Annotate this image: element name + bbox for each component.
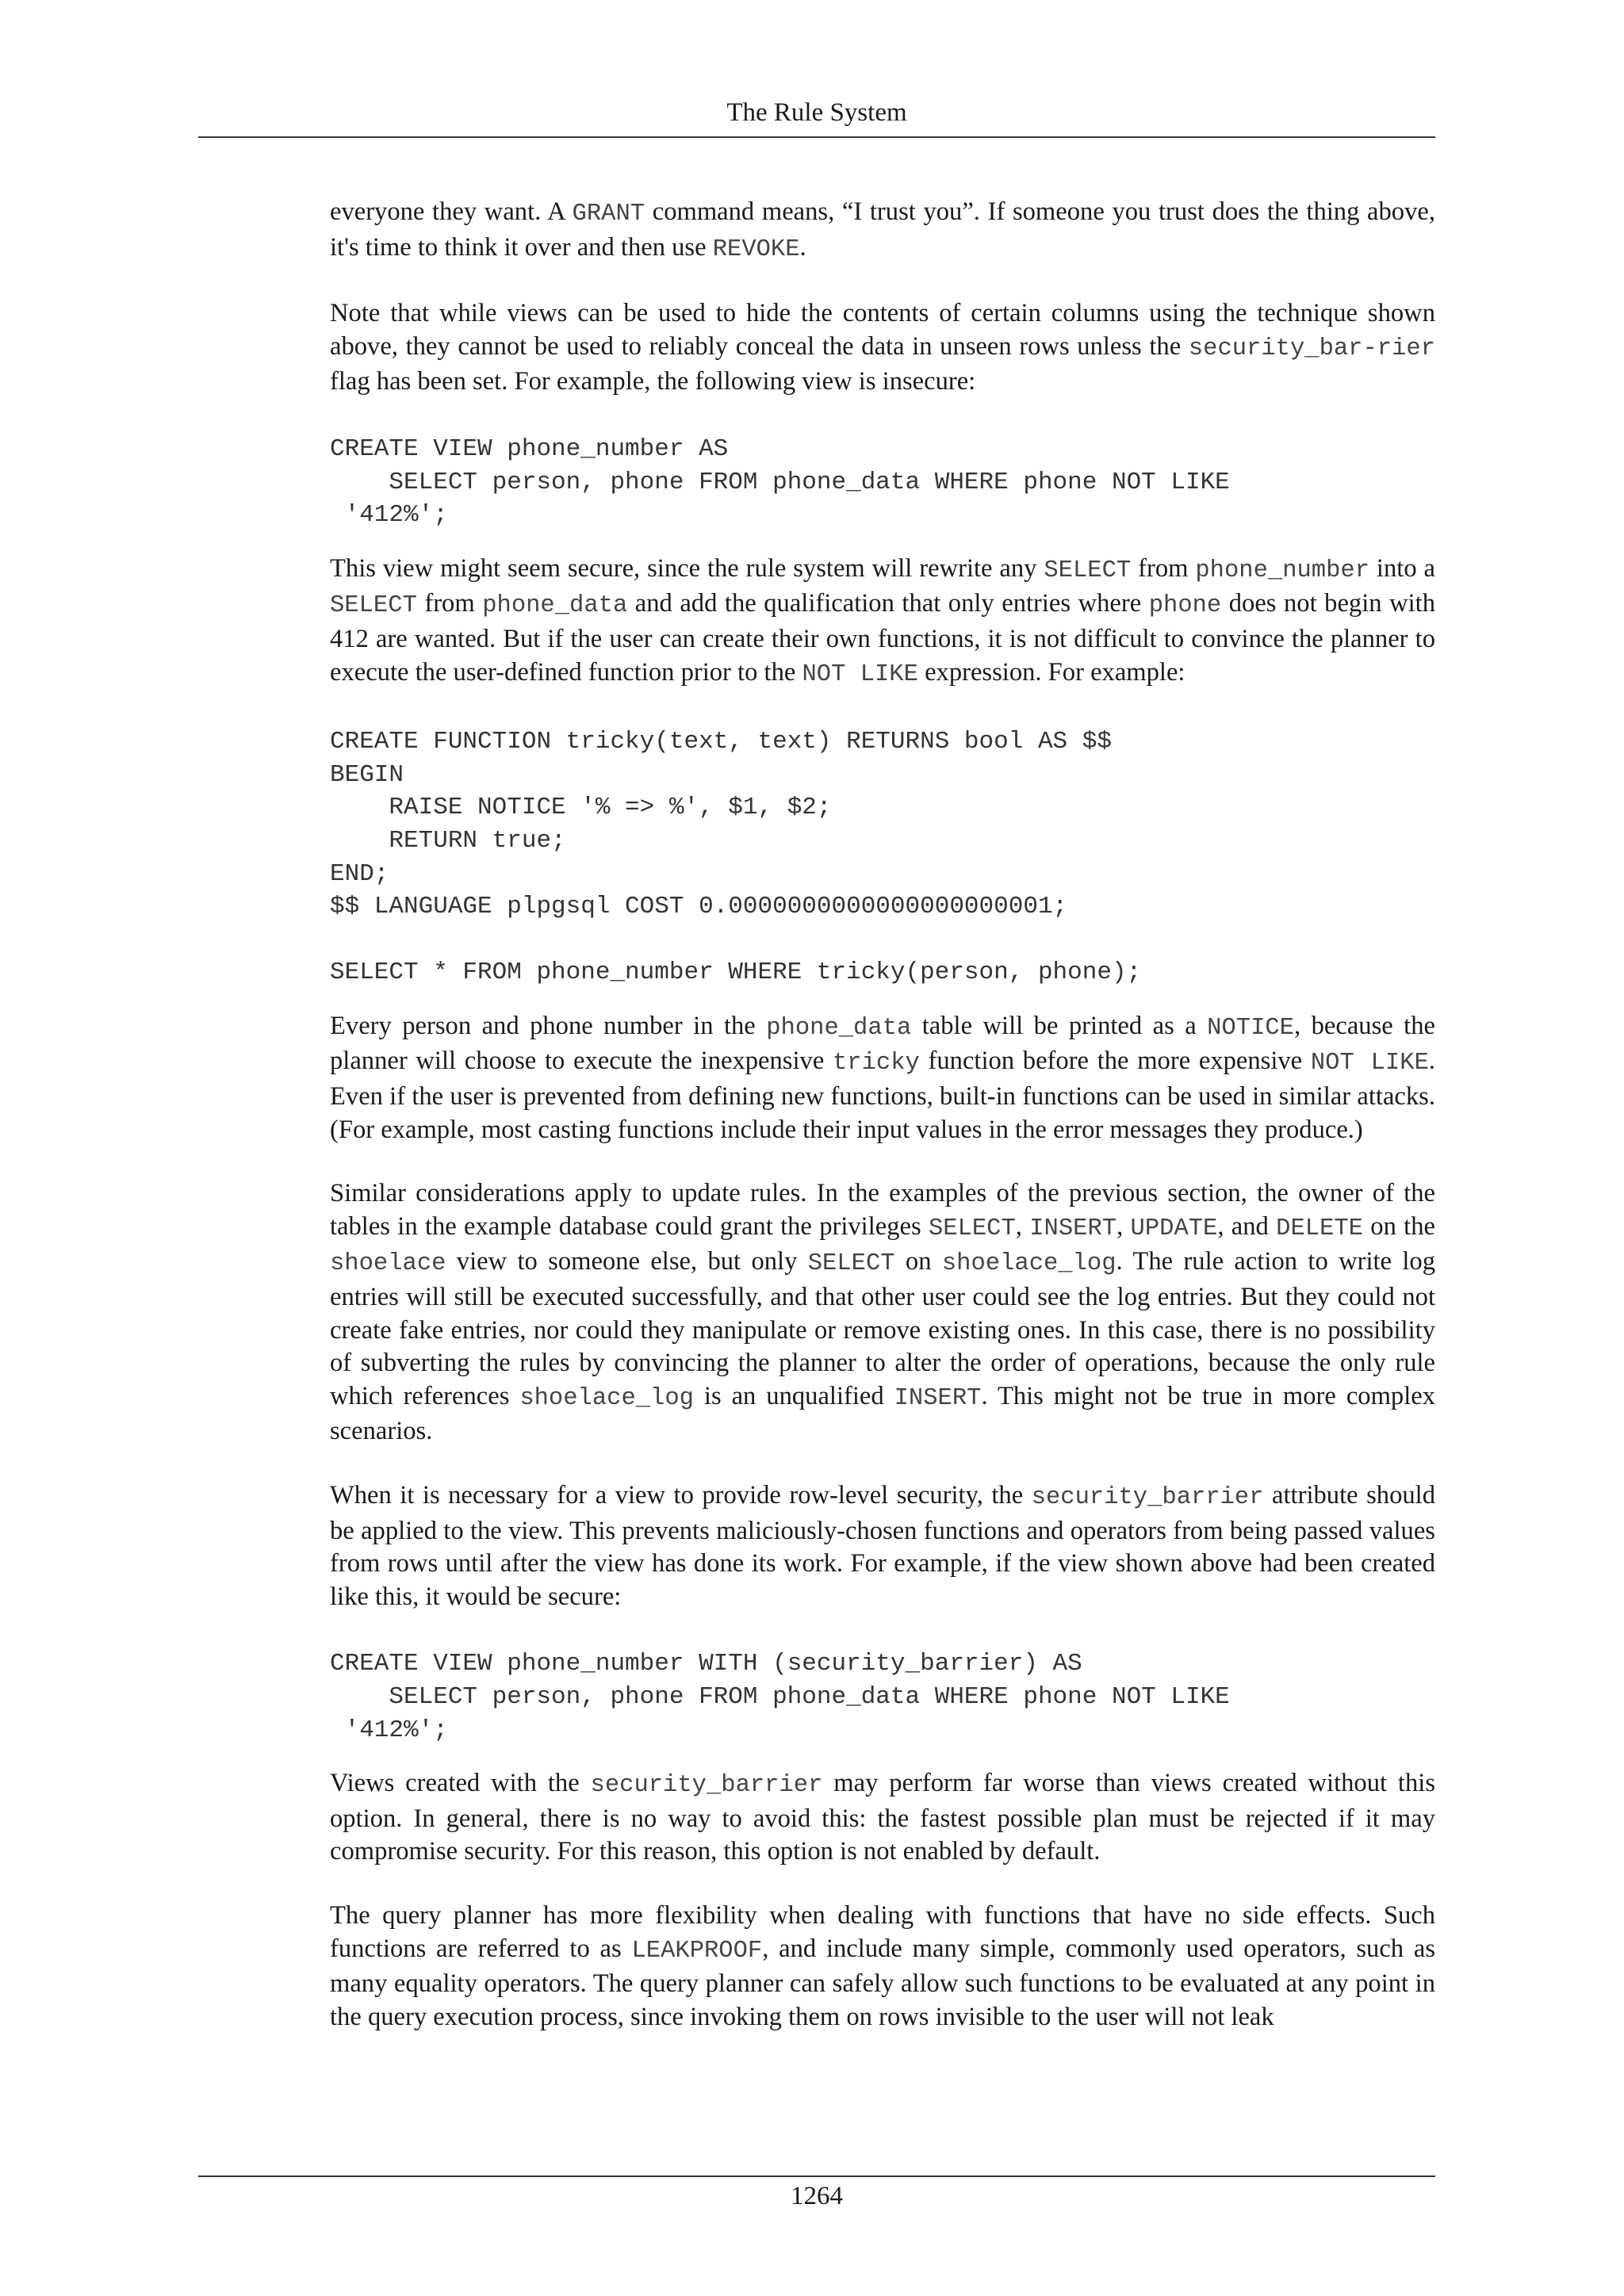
text: Note that while views can be used to hide the contents of certain columns using the technique shown above, they cannot be used to reliably conceal the data in unseen rows unless the [330,299,1435,361]
paragraph-view-might-seem-secure [330,553,1435,691]
code-security-barrier: security_bar-rier [1188,335,1435,362]
text: . This might not be true in more complex scenarios. [330,1381,1435,1446]
text: , and [1217,1211,1277,1241]
text: command means, “I trust you”. If someone you trust does the thing above, it's time to think it over and then use [330,197,1435,262]
text: Views created with the [330,1769,591,1798]
code-not-like: NOT LIKE [1310,1050,1429,1077]
code-example-insecure-view: CREATE VIEW phone_number AS SELECT person, phone FROM phone_data WHERE phone NOT LIKE '412%'; [330,434,1230,530]
text: everyone they want. A [330,197,573,226]
code-delete: DELETE [1276,1215,1363,1242]
text: Similar considerations apply to update rules. In the examples of the previous section, the owner of the tables in the example database could grant the privileges [330,1179,1435,1241]
paragraph-security-barrier-intro [330,297,1435,399]
code-security-barrier: security_barrier [590,1772,823,1800]
code-select: SELECT [928,1215,1016,1242]
code-shoelace: shoelace [330,1250,446,1278]
text: function before the more expensive [919,1047,1311,1076]
code-insert: INSERT [1029,1215,1117,1242]
text: When it is necessary for a view to provide row-level security, the [330,1481,1032,1510]
paragraph-leakproof [330,1900,1435,2034]
code-security-barrier: security_barrier [1031,1484,1264,1511]
text: . [799,232,806,262]
page-body [330,196,1435,2064]
code-example-secure-view: CREATE VIEW phone_number WITH (security_barrier) AS SELECT person, phone FROM phone_data WHERE phone NOT LIKE '412%'; [330,1650,1230,1744]
text: , [1015,1211,1030,1241]
code-revoke: REVOKE [712,235,800,263]
text: , because the planner will choose to execute the inexpensive [330,1011,1435,1076]
text: Every person and phone number in the [330,1011,767,1040]
code-update: UPDATE [1130,1215,1218,1242]
text: . The rule action to write log entries will still be executed successfully, and that other user could see the log entries. But they could not create fake entries, nor could they manipulate or remove existing ones. In this case, there is no possibility of subverting the rules by convincing the planner to alter the order of operations, because the only rule which references [330,1247,1436,1410]
code-insert: INSERT [894,1384,982,1412]
paragraph-grant-revoke [330,196,1435,266]
text: attribute should be applied to the view. This prevents maliciously-chosen functions and operators from being passed values from rows until after the view has done its work. For example, if the view shown above had been created like this, it would be secure: [330,1481,1435,1611]
paragraph-row-level-security [330,1479,1435,1613]
text: flag has been set. For example, the following view is insecure: [330,367,976,396]
code-shoelace-log: shoelace_log [519,1384,694,1412]
code-not-like: NOT LIKE [802,660,918,688]
code-phone-data: phone_data [766,1014,912,1042]
paragraph-update-rules [330,1177,1435,1448]
text: and add the qualification that only entries where [627,589,1149,618]
code-tricky: tricky [833,1050,920,1077]
text: . Even if the user is prevented from defining new functions, built-in functions can be used in similar attacks. (For example, most casting functions include their input values in the error messages they produce.) [330,1047,1435,1144]
paragraph-every-person-printed [330,1010,1435,1146]
text: expression. For example: [917,657,1185,687]
text: table will be printed as a [911,1011,1208,1040]
page-number: 1264 [791,2182,843,2210]
text: on the [1362,1211,1435,1241]
text: on [894,1247,942,1276]
text: from [1131,553,1196,583]
text: may perform far worse than views created without this option. In general, there is no way to avoid this: the fastest possible plan must be rejected if it may compromise security. For this reason, this option is not enabled by default. [330,1769,1435,1866]
code-leakproof: LEAKPROOF [631,1937,763,1965]
text: from [416,589,483,618]
running-header: The Rule System [726,98,907,127]
text: The query planner has more flexibility when dealing with functions that have no side effects. Such functions are referred to as [330,1900,1435,1963]
text: , [1116,1211,1131,1241]
code-phone: phone [1148,592,1222,620]
code-select: SELECT [807,1250,895,1278]
code-select: SELECT [1044,557,1132,584]
text: does not begin with 412 are wanted. But if the user can create their own functions, it is not difficult to convince the planner to execute the user-defined function prior to the [330,589,1435,687]
text: is an unqualified [693,1381,894,1410]
text: This view might seem secure, since the rule system will rewrite any [330,553,1044,583]
code-shoelace-log: shoelace_log [941,1250,1116,1278]
code-example-tricky-function: CREATE FUNCTION tricky(text, text) RETURNS bool AS $$ BEGIN RAISE NOTICE '% => %', $1, $2; RETURN true; END; $$ LANGUAGE plpgsql COST 0.0000000000000000000001; SELECT * FROM phone_number WHERE tricky(person, phone); [330,728,1142,987]
code-grant: GRANT [572,201,645,228]
paragraph-performance [330,1767,1435,1869]
text: , and include many simple, commonly used operators, such as many equality operators. The query planner can safely allow such functions to be evaluated at any point in the query execution process, since invoking them on rows invisible to the user will not leak [330,1934,1436,2031]
code-phone-number: phone_number [1195,557,1370,584]
code-select: SELECT [330,592,417,620]
code-phone-data: phone_data [482,592,628,620]
code-notice: NOTICE [1207,1014,1294,1042]
text: view to someone else, but only [446,1247,808,1276]
header-rule [198,136,1435,138]
text: into a [1369,553,1435,583]
